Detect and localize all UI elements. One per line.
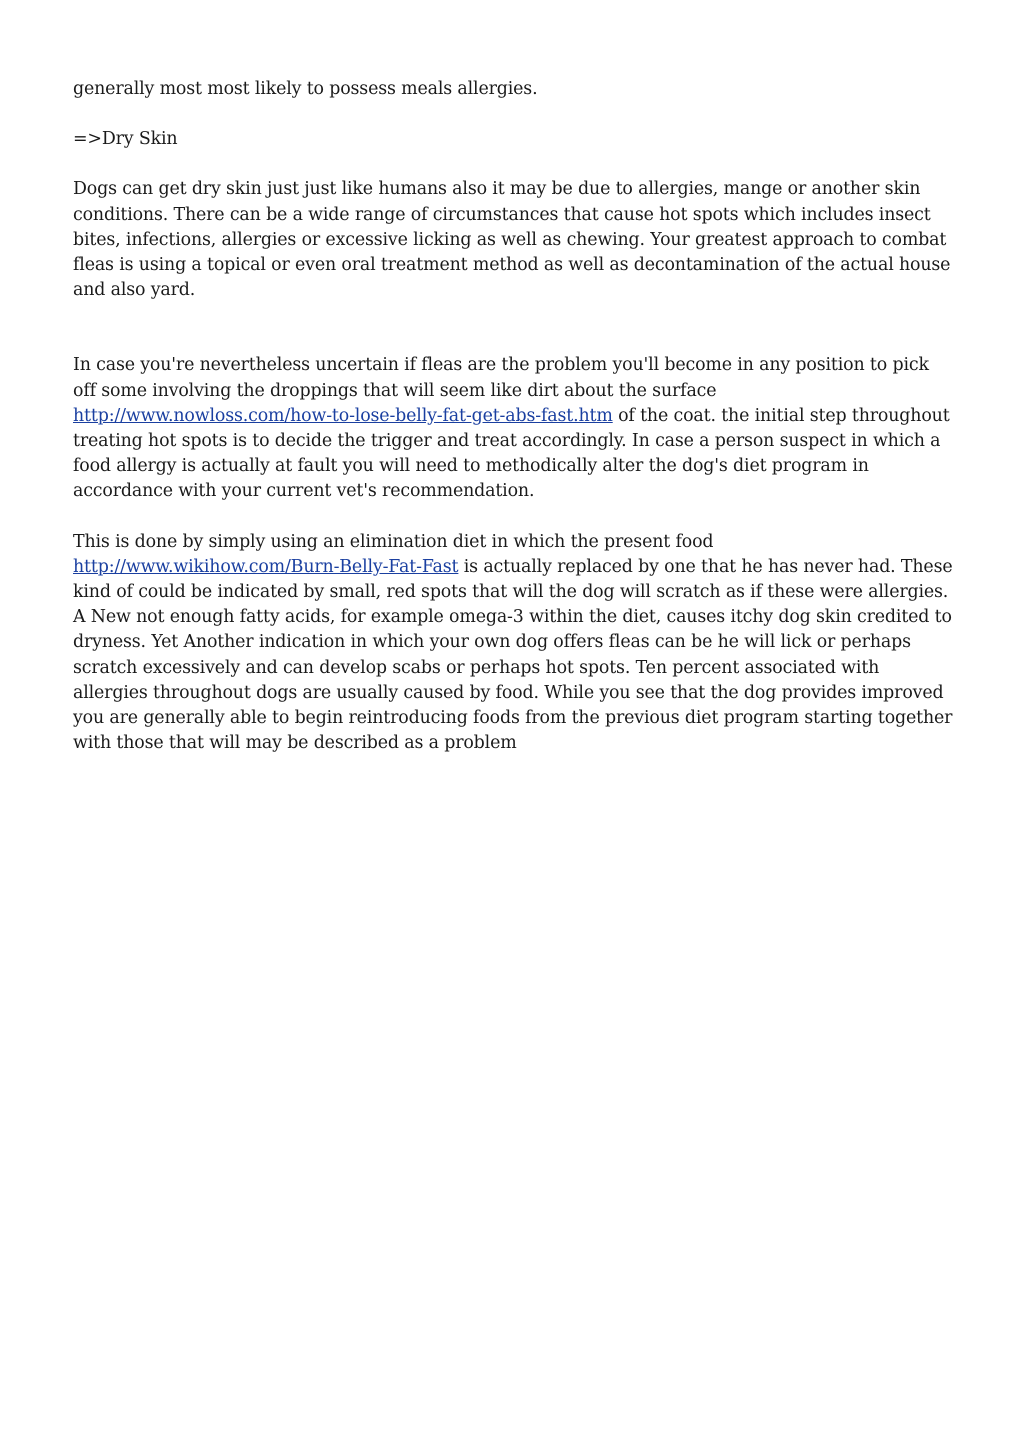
nowloss-link[interactable]: http://www.nowloss.com/how-to-lose-belly-fat-get-abs-fast.htm — [73, 405, 613, 426]
paragraph-fleas — [73, 353, 953, 504]
document-page — [73, 77, 953, 781]
paragraph-fleas-text-end: of the coat. the initial step throughout treating hot spots is to decide the trigger and treat accordingly. In case a person suspect in which a food allergy is actually at fault you will need to methodically alter the dog's diet program in accordance with your current vet's recommendation. — [73, 405, 950, 502]
paragraph-intro: generally most most likely to possess meals allergies. — [73, 79, 538, 99]
wikihow-link[interactable]: http://www.wikihow.com/Burn-Belly-Fat-Fast — [73, 556, 459, 577]
paragraph-dry-skin: Dogs can get dry skin just just like humans also it may be due to allergies, mange or another skin conditions. There can be a wide range of circumstances that cause hot spots which includes insect bites, infections, allergies or excessive licking as well as chewing. Your greatest approach to combat fleas is using a topical or even oral treatment method as well as decontamination of the actual house and also yard. — [73, 179, 951, 301]
paragraph-diet-text-start: This is done by simply using an elimination diet in which the present food — [73, 531, 714, 552]
paragraph-fleas-text-start: In case you're nevertheless uncertain if fleas are the problem you'll become in any position to pick off some involving the droppings that will seem like dirt about the surface — [73, 355, 929, 401]
paragraph-elimination-diet — [73, 530, 953, 757]
paragraph-diet-text-end: is actually replaced by one that he has never had. These kind of could be indicated by small, red spots that will the dog will scratch as if these were allergies. A New not enough fatty acids, for example omega-3 within the diet, causes itchy dog skin credited to dryness. Yet Another indication in which your own dog offers fleas can be he will lick or perhaps scratch excessively and can develop scabs or perhaps hot spots. Ten percent associated with allergies throughout dogs are usually caused by food. While you see that the dog provides improved you are generally able to begin reintroducing foods from the previous diet program starting together with those that will may be described as a problem — [73, 556, 953, 754]
section-heading-dry-skin: =>Dry Skin — [73, 129, 178, 150]
blank-line — [73, 328, 953, 353]
